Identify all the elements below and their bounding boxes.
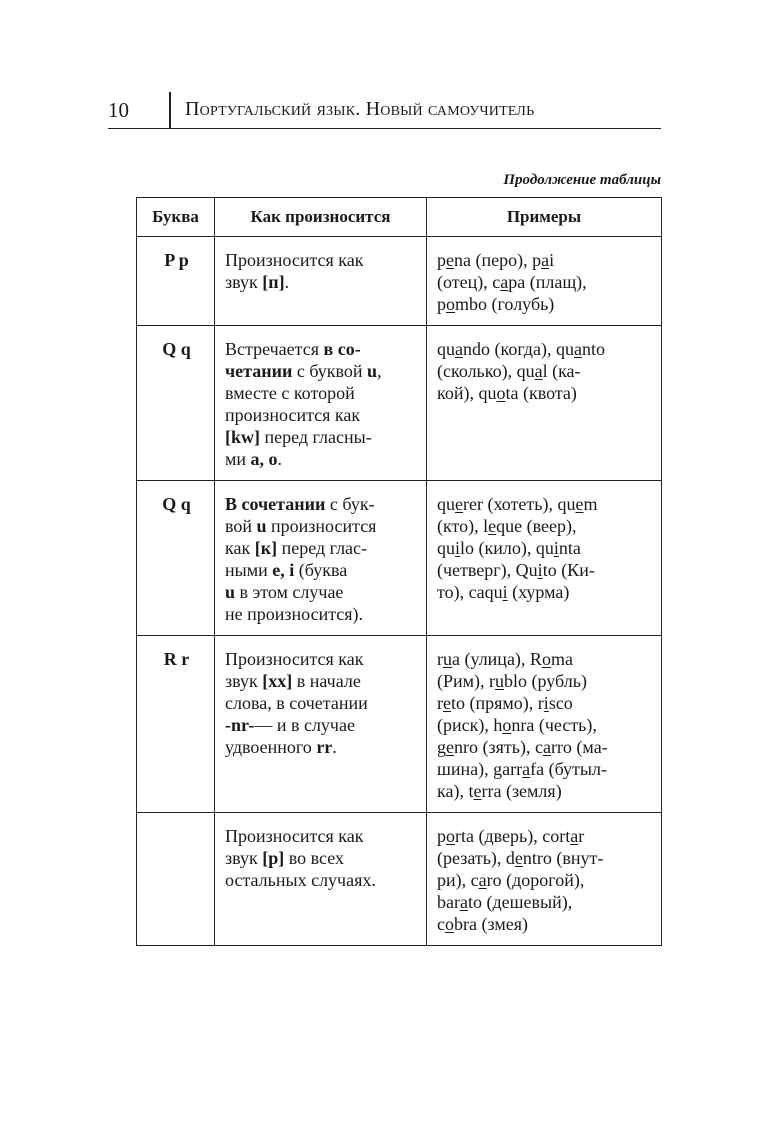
- stressed-vowel: i: [502, 582, 508, 602]
- text-line: [437, 382, 653, 404]
- text-line: [437, 670, 653, 692]
- text-segment: кой), qu: [437, 383, 497, 403]
- text-line: [437, 714, 653, 736]
- table-caption: Продолжение таблицы: [503, 172, 661, 188]
- text-line: [437, 891, 653, 913]
- text-segment: остальных случаях.: [225, 870, 376, 890]
- text-line: [225, 736, 418, 758]
- letter-cell: Q q: [137, 326, 215, 481]
- text-line: [225, 493, 418, 515]
- book-title: Португальский язык. Новый самоучитель: [185, 98, 535, 120]
- examples-cell: [427, 237, 662, 326]
- text-segment: r: [437, 649, 443, 669]
- examples-cell: [427, 636, 662, 813]
- stressed-vowel: a: [541, 250, 550, 270]
- bold-term: В сочетании: [225, 494, 326, 514]
- text-segment: как: [225, 538, 255, 558]
- text-line: [225, 559, 418, 581]
- text-segment: — и в случае: [254, 715, 355, 735]
- text-segment: a (улица), R: [452, 649, 542, 669]
- text-segment: g: [437, 737, 446, 757]
- stressed-vowel: o: [496, 383, 506, 403]
- text-segment: rra (земля): [481, 781, 562, 801]
- text-line: [437, 847, 653, 869]
- text-line: [437, 271, 653, 293]
- text-segment: ными: [225, 560, 273, 580]
- text-segment: звук: [225, 272, 263, 292]
- text-segment: nto: [581, 339, 605, 359]
- text-segment: в начале: [292, 671, 361, 691]
- text-line: [437, 537, 653, 559]
- text-segment: ma: [550, 649, 573, 669]
- text-segment: (Рим), r: [437, 671, 496, 691]
- text-line: [437, 515, 653, 537]
- stressed-vowel: o: [445, 914, 454, 934]
- table-row: [137, 326, 662, 481]
- text-segment: r: [437, 693, 443, 713]
- text-line: [225, 670, 418, 692]
- text-line: [437, 648, 653, 670]
- text-line: [225, 869, 418, 891]
- stressed-vowel: e: [443, 693, 451, 713]
- text-line: [225, 515, 418, 537]
- text-line: [437, 692, 653, 714]
- letter-cell: P p: [137, 237, 215, 326]
- column-header-examples: Примеры: [427, 198, 662, 237]
- text-segment: ми: [225, 449, 251, 469]
- stressed-vowel: i: [537, 560, 543, 580]
- stressed-vowel: a: [455, 339, 463, 359]
- text-segment: (хурма): [507, 582, 570, 602]
- stressed-vowel: a: [570, 826, 579, 846]
- text-line: [225, 249, 418, 271]
- text-segment: rta (дверь), cort: [455, 826, 571, 846]
- text-line: [437, 338, 653, 360]
- stressed-vowel: e: [446, 737, 454, 757]
- text-segment: ри), c: [437, 870, 479, 890]
- text-segment: ntro (внут-: [522, 848, 604, 868]
- text-line: [225, 426, 418, 448]
- text-segment: (отец), c: [437, 272, 501, 292]
- bold-term: [хх]: [262, 671, 293, 691]
- text-segment: (буква: [294, 560, 348, 580]
- text-segment: слова, в сочетании: [225, 693, 368, 713]
- text-segment: звук: [225, 848, 263, 868]
- text-segment: произносится как: [225, 405, 361, 425]
- text-line: [437, 360, 653, 382]
- stressed-vowel: o: [541, 649, 551, 669]
- letter-cell: [137, 813, 215, 946]
- text-segment: Произносится как: [225, 826, 364, 846]
- text-line: [225, 338, 418, 360]
- bold-term: в со-: [323, 339, 361, 359]
- stressed-vowel: a: [573, 339, 582, 359]
- stressed-vowel: a: [459, 892, 468, 912]
- text-segment: Произносится как: [225, 649, 364, 669]
- table-row: [137, 636, 662, 813]
- pronunciation-table: [136, 197, 662, 946]
- examples-cell: [427, 813, 662, 946]
- text-line: [225, 382, 418, 404]
- text-segment: que (веер),: [496, 516, 577, 536]
- table-row: [137, 813, 662, 946]
- text-segment: (кто), l: [437, 516, 489, 536]
- stressed-vowel: i: [543, 693, 549, 713]
- text-segment: Встречается: [225, 339, 324, 359]
- text-line: [437, 293, 653, 315]
- text-segment: (резать), d: [437, 848, 515, 868]
- stressed-vowel: i: [553, 538, 559, 558]
- text-segment: p: [437, 826, 446, 846]
- pronunciation-cell: [215, 636, 427, 813]
- pronunciation-cell: [215, 481, 427, 636]
- text-segment: bar: [437, 892, 460, 912]
- text-segment: rer (хотеть), qu: [463, 494, 576, 514]
- text-segment: ro (дорогой),: [486, 870, 585, 890]
- text-segment: lo (кило), qu: [460, 538, 554, 558]
- stressed-vowel: e: [446, 250, 454, 270]
- text-segment: to (Ки-: [542, 560, 595, 580]
- text-segment: .: [332, 737, 337, 757]
- text-line: [437, 780, 653, 802]
- text-segment: p: [437, 294, 446, 314]
- text-segment: m: [583, 494, 598, 514]
- stressed-vowel: u: [495, 671, 505, 691]
- examples-cell: [427, 326, 662, 481]
- table-row: [137, 237, 662, 326]
- text-segment: c: [437, 914, 445, 934]
- text-segment: не произносится).: [225, 604, 364, 624]
- letter-cell: Q q: [137, 481, 215, 636]
- text-line: [437, 493, 653, 515]
- text-line: [437, 869, 653, 891]
- text-segment: с бук-: [325, 494, 375, 514]
- table-row: [137, 481, 662, 636]
- text-line: [437, 249, 653, 271]
- pronunciation-cell: [215, 326, 427, 481]
- text-line: [225, 404, 418, 426]
- text-segment: to (дешевый),: [467, 892, 573, 912]
- stressed-vowel: u: [443, 649, 452, 669]
- text-segment: fa (бутыл-: [530, 759, 607, 779]
- text-segment: то), caqu: [437, 582, 503, 602]
- bold-term: a, o: [250, 449, 278, 469]
- bold-term: [п]: [262, 272, 285, 292]
- text-segment: nra (честь),: [511, 715, 597, 735]
- text-segment: с буквой: [292, 361, 368, 381]
- text-segment: qu: [437, 538, 455, 558]
- text-line: [225, 714, 418, 736]
- text-segment: r: [578, 826, 585, 846]
- text-line: [225, 537, 418, 559]
- text-line: [437, 736, 653, 758]
- text-line: [225, 271, 418, 293]
- text-segment: ка), t: [437, 781, 474, 801]
- column-header-letter: Буква: [137, 198, 215, 237]
- stressed-vowel: a: [500, 272, 509, 292]
- text-segment: nro (зять), c: [454, 737, 543, 757]
- text-segment: .: [284, 272, 290, 292]
- text-segment: bra (змея): [454, 914, 528, 934]
- text-segment: nta: [558, 538, 581, 558]
- stressed-vowel: a: [522, 759, 531, 779]
- text-line: [225, 448, 418, 470]
- text-segment: вой: [225, 516, 257, 536]
- table-header-row: [137, 198, 662, 237]
- text-segment: sco: [548, 693, 573, 713]
- pronunciation-cell: [215, 813, 427, 946]
- text-segment: вместе с которой: [225, 383, 355, 403]
- text-segment: ndo (когда), qu: [463, 339, 574, 359]
- bold-term: u: [256, 516, 267, 536]
- stressed-vowel: e: [455, 494, 463, 514]
- text-segment: Произносится как: [225, 250, 364, 270]
- page-number: 10: [108, 98, 129, 122]
- text-segment: qu: [437, 494, 455, 514]
- text-segment: перед глас-: [277, 538, 368, 558]
- stressed-vowel: e: [488, 516, 497, 536]
- bold-term: [kw]: [225, 427, 260, 447]
- bold-term: e, i: [272, 560, 295, 580]
- text-segment: (четверг), Qu: [437, 560, 538, 580]
- examples-cell: [427, 481, 662, 636]
- text-line: [437, 825, 653, 847]
- stressed-vowel: a: [534, 361, 543, 381]
- text-line: [225, 581, 418, 603]
- running-head: [108, 92, 661, 129]
- stressed-vowel: e: [473, 781, 482, 801]
- text-line: [225, 825, 418, 847]
- text-segment: ,: [377, 361, 382, 381]
- bold-term: rr: [316, 737, 333, 757]
- text-segment: удвоенного: [225, 737, 317, 757]
- text-segment: na (перо), p: [454, 250, 542, 270]
- text-segment: qu: [437, 339, 455, 359]
- text-segment: перед гласны-: [260, 427, 372, 447]
- text-segment: шина), garr: [437, 759, 523, 779]
- bold-term: [р]: [262, 848, 285, 868]
- stressed-vowel: a: [478, 870, 487, 890]
- text-line: [225, 648, 418, 670]
- stressed-vowel: o: [446, 294, 455, 314]
- stressed-vowel: i: [455, 538, 461, 558]
- text-line: [225, 847, 418, 869]
- header-divider: [169, 92, 171, 128]
- stressed-vowel: e: [514, 848, 523, 868]
- text-segment: (сколько), qu: [437, 361, 535, 381]
- text-segment: произносится: [266, 516, 377, 536]
- bold-term: четании: [225, 361, 293, 381]
- text-line: [225, 360, 418, 382]
- text-segment: to (прямо), r: [451, 693, 544, 713]
- text-segment: в этом случае: [235, 582, 344, 602]
- bold-term: u: [225, 582, 236, 602]
- text-segment: rro (ма-: [550, 737, 608, 757]
- stressed-vowel: a: [542, 737, 551, 757]
- column-header-pronunciation: Как произносится: [215, 198, 427, 237]
- text-line: [437, 758, 653, 780]
- pronunciation-cell: [215, 237, 427, 326]
- text-segment: .: [277, 449, 283, 469]
- text-segment: ta (квота): [505, 383, 577, 403]
- stressed-vowel: e: [575, 494, 584, 514]
- text-segment: звук: [225, 671, 263, 691]
- stressed-vowel: o: [446, 826, 455, 846]
- text-segment: (риск), h: [437, 715, 503, 735]
- stressed-vowel: o: [502, 715, 512, 735]
- text-segment: l (ка-: [542, 361, 581, 381]
- text-line: [437, 559, 653, 581]
- text-segment: mbo (голубь): [455, 294, 555, 314]
- bold-term: [к]: [254, 538, 278, 558]
- text-line: [437, 581, 653, 603]
- bold-term: u: [367, 361, 378, 381]
- text-segment: pa (плащ),: [508, 272, 587, 292]
- text-segment: blo (рубль): [504, 671, 587, 691]
- text-segment: p: [437, 250, 446, 270]
- text-segment: i: [549, 250, 555, 270]
- text-segment: во всех: [284, 848, 344, 868]
- bold-term: -nr-: [225, 715, 255, 735]
- text-line: [437, 913, 653, 935]
- letter-cell: R r: [137, 636, 215, 813]
- text-line: [225, 692, 418, 714]
- text-line: [225, 603, 418, 625]
